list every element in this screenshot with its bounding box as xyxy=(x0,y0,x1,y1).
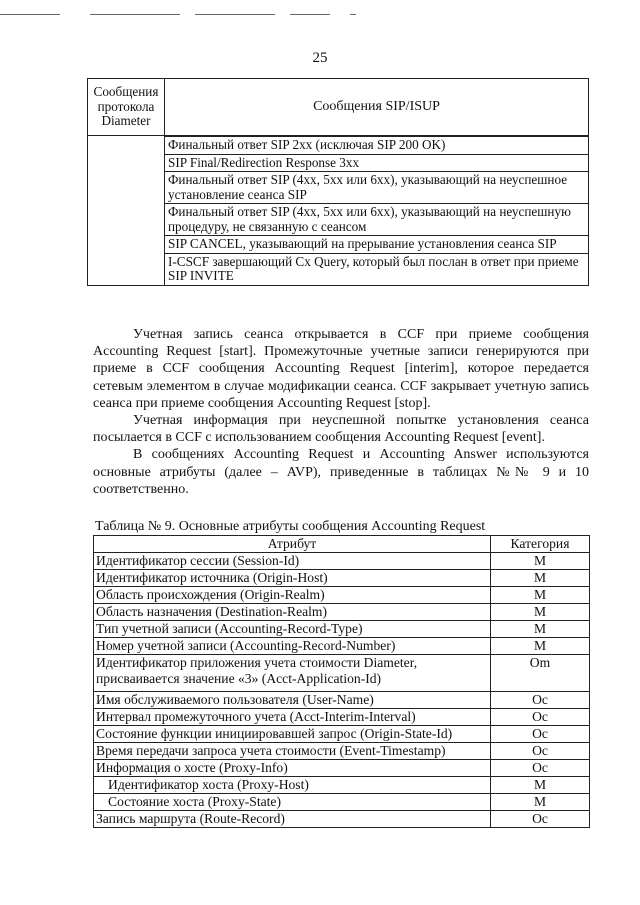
sip-row-4: Финальный ответ SIP (4xx, 5xx или 6xx), указывающий на неуспешную процедуру, не связанную с сеансом xyxy=(165,204,589,236)
attribute-cell: Состояние хоста (Proxy-State) xyxy=(94,794,491,811)
paragraph-1: Учетная запись сеанса открывается в CCF при приеме сообщения Accounting Request [start]. Промежуточные учетные записи генерируются при приеме в CCF сообщения Accounting Request [interim], которое передается сетевым элементом в случае модификации сеанса. CCF закрывает учетную запись сеанса при приеме сообщения Accounting Request [stop]. xyxy=(93,327,589,411)
attribute-cell: Область происхождения (Origin-Realm) xyxy=(94,587,491,604)
diameter-empty-cell xyxy=(88,137,165,286)
table-row xyxy=(94,743,590,760)
attribute-cell: Тип учетной записи (Accounting-Record-Type) xyxy=(94,621,491,638)
category-cell: M xyxy=(491,794,590,811)
table-row xyxy=(94,553,590,570)
table-row xyxy=(94,621,590,638)
col-category-header: Категория xyxy=(491,536,590,553)
category-cell: M xyxy=(491,587,590,604)
table-row xyxy=(88,137,589,155)
attribute-cell: Идентификатор хоста (Proxy-Host) xyxy=(94,777,491,794)
category-cell: M xyxy=(491,638,590,655)
attribute-cell: Информация о хосте (Proxy-Info) xyxy=(94,760,491,777)
table9-body xyxy=(94,553,590,828)
table9 xyxy=(93,535,590,828)
category-cell: Oc xyxy=(491,743,590,760)
table9-caption: Таблица № 9. Основные атрибуты сообщения Accounting Request xyxy=(95,519,486,534)
attribute-cell: Запись маршрута (Route-Record) xyxy=(94,811,491,828)
attribute-cell: Имя обслуживаемого пользователя (User-Name) xyxy=(94,692,491,709)
sip-row-6: I-CSCF завершающий Cx Query, который был послан в ответ при приеме SIP INVITE xyxy=(165,253,589,285)
sip-row-5: SIP CANCEL, указывающий на прерывание установления сеанса SIP xyxy=(165,236,589,254)
header-sip-isup: Сообщения SIP/ISUP xyxy=(165,79,589,136)
sip-row-2: SIP Final/Redirection Response 3xx xyxy=(165,154,589,172)
table-row xyxy=(94,760,590,777)
category-cell: M xyxy=(491,777,590,794)
table-row xyxy=(94,692,590,709)
attribute-cell: Номер учетной записи (Accounting-Record-Number) xyxy=(94,638,491,655)
attribute-cell: Интервал промежуточного учета (Acct-Interim-Interval) xyxy=(94,709,491,726)
table-row xyxy=(94,638,590,655)
sip-row-1: Финальный ответ SIP 2xx (исключая SIP 200 OK) xyxy=(165,137,589,155)
table-row xyxy=(94,777,590,794)
category-cell: Oc xyxy=(491,760,590,777)
attribute-cell: Время передачи запроса учета стоимости (Event-Timestamp) xyxy=(94,743,491,760)
table-row xyxy=(94,570,590,587)
table-row xyxy=(94,604,590,621)
page-number: 25 xyxy=(312,50,328,66)
scan-artifact-line xyxy=(0,14,640,17)
attribute-cell: Идентификатор сессии (Session-Id) xyxy=(94,553,491,570)
attribute-cell: Идентификатор приложения учета стоимости Diameter, присваивается значение «3» (Acct-Application-Id) xyxy=(94,655,491,692)
table-header-row xyxy=(88,79,589,136)
category-cell: M xyxy=(491,553,590,570)
category-cell: Om xyxy=(491,655,590,692)
table-row xyxy=(94,655,590,692)
paragraph-2: Учетная информация при неуспешной попытке установления сеанса посылается в CCF с использованием сообщения Accounting Request [event]. xyxy=(93,413,589,446)
category-cell: Oc xyxy=(491,709,590,726)
table-row xyxy=(94,709,590,726)
table-row xyxy=(94,587,590,604)
category-cell: Oc xyxy=(491,811,590,828)
category-cell: M xyxy=(491,621,590,638)
header-diameter: Сообщения протокола Diameter xyxy=(88,79,165,136)
sip-row-3: Финальный ответ SIP (4xx, 5xx или 6xx), указывающий на неуспешное установление сеанса SIP xyxy=(165,172,589,204)
attribute-cell: Область назначения (Destination-Realm) xyxy=(94,604,491,621)
table9-header-row xyxy=(94,536,590,553)
category-cell: Oc xyxy=(491,692,590,709)
category-cell: M xyxy=(491,604,590,621)
table-row xyxy=(94,811,590,828)
attribute-cell: Состояние функции инициировавшей запрос (Origin-State-Id) xyxy=(94,726,491,743)
category-cell: Oc xyxy=(491,726,590,743)
table-row xyxy=(94,794,590,811)
col-attribute-header: Атрибут xyxy=(94,536,491,553)
attribute-cell: Идентификатор источника (Origin-Host) xyxy=(94,570,491,587)
paragraph-3: В сообщениях Accounting Request и Accounting Answer используются основные атрибуты (далее – AVP), приведенные в таблицах №№ 9 и 10 соответственно. xyxy=(93,447,589,497)
category-cell: M xyxy=(491,570,590,587)
body-text xyxy=(93,326,589,498)
table-row xyxy=(94,726,590,743)
sip-mapping-table xyxy=(87,78,589,286)
